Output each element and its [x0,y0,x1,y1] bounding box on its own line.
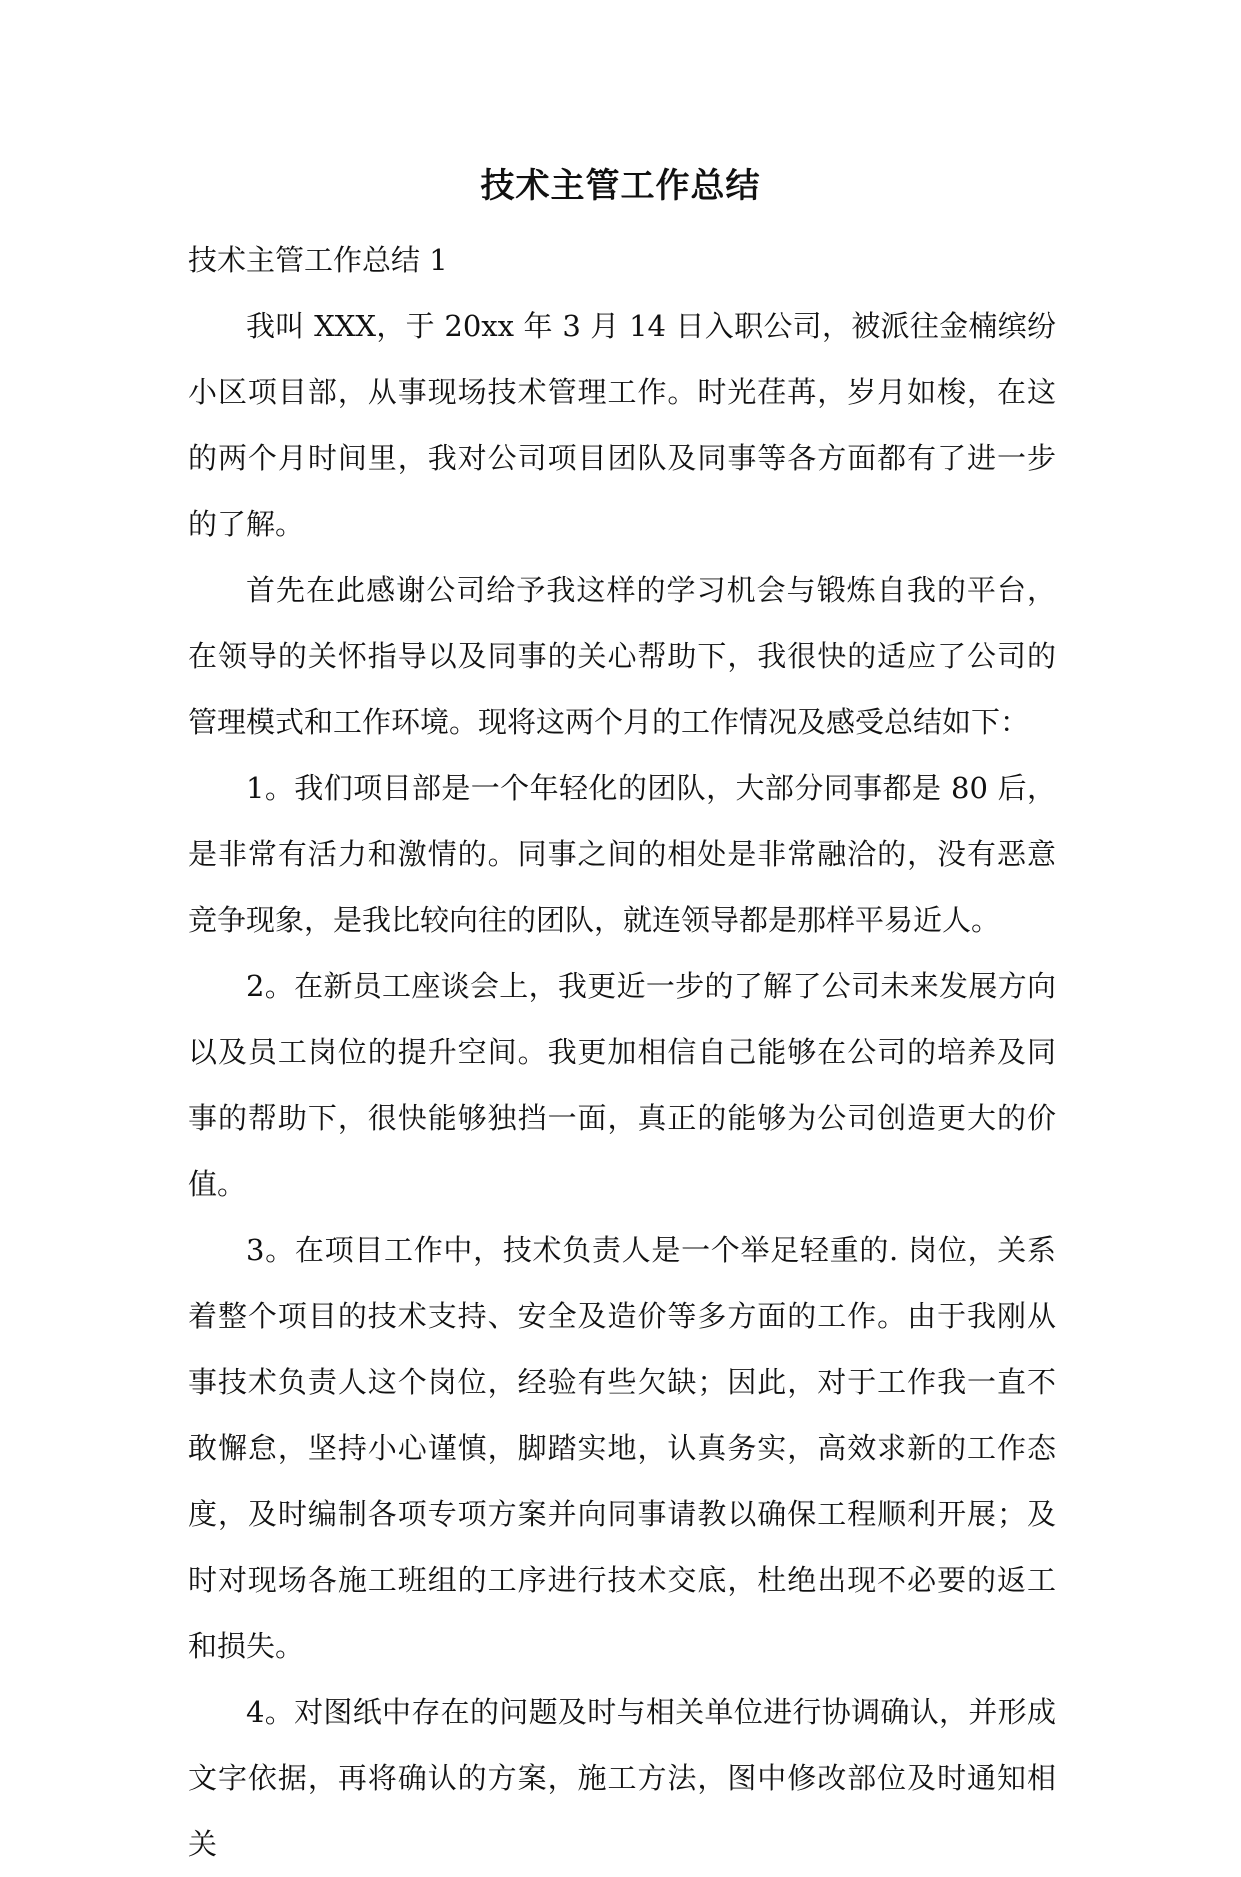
paragraph-item-2: 2。在新员工座谈会上，我更近一步的了解了公司未来发展方向以及员工岗位的提升空间。我更加相信自己能够在公司的培养及同事的帮助下，很快能够独挡一面，真正的能够为公司创造更大的价值。 [188,969,1056,1201]
document-body [188,227,1056,1877]
paragraph-item-1: 1。我们项目部是一个年轻化的团队，大部分同事都是 80 后，是非常有活力和激情的。同事之间的相处是非常融洽的，没有恶意竞争现象，是我比较向往的团队，就连领导都是那样平易近人。 [188,771,1056,937]
paragraph-thanks: 首先在此感谢公司给予我这样的学习机会与锻炼自我的平台，在领导的关怀指导以及同事的关心帮助下，我很快的适应了公司的管理模式和工作环境。现将这两个月的工作情况及感受总结如下： [188,573,1056,739]
paragraph-item-3: 3。在项目工作中，技术负责人是一个举足轻重的. 岗位，关系着整个项目的技术支持、安全及造价等多方面的工作。由于我刚从事技术负责人这个岗位，经验有些欠缺；因此，对于工作我一直不敢懈怠，坚持小心谨慎，脚踏实地，认真务实，高效求新的工作态度，及时编制各项专项方案并向同事请教以确保工程顺利开展；及时对现场各施工班组的工序进行技术交底，杜绝出现不必要的返工和损失。 [188,1233,1056,1663]
paragraph-item-4: 4。对图纸中存在的问题及时与相关单位进行协调确认，并形成文字依据，再将确认的方案，施工方法，图中修改部位及时通知相关 [188,1695,1056,1861]
document-title: 技术主管工作总结 [480,166,761,206]
paragraph-intro: 我叫 XXX，于 20xx 年 3 月 14 日入职公司，被派往金楠缤纷小区项目部，从事现场技术管理工作。时光荏苒，岁月如梭，在这的两个月时间里，我对公司项目团队及同事等各方面都有了进一步的了解。 [188,309,1056,541]
section-heading: 技术主管工作总结 1 [188,243,448,277]
